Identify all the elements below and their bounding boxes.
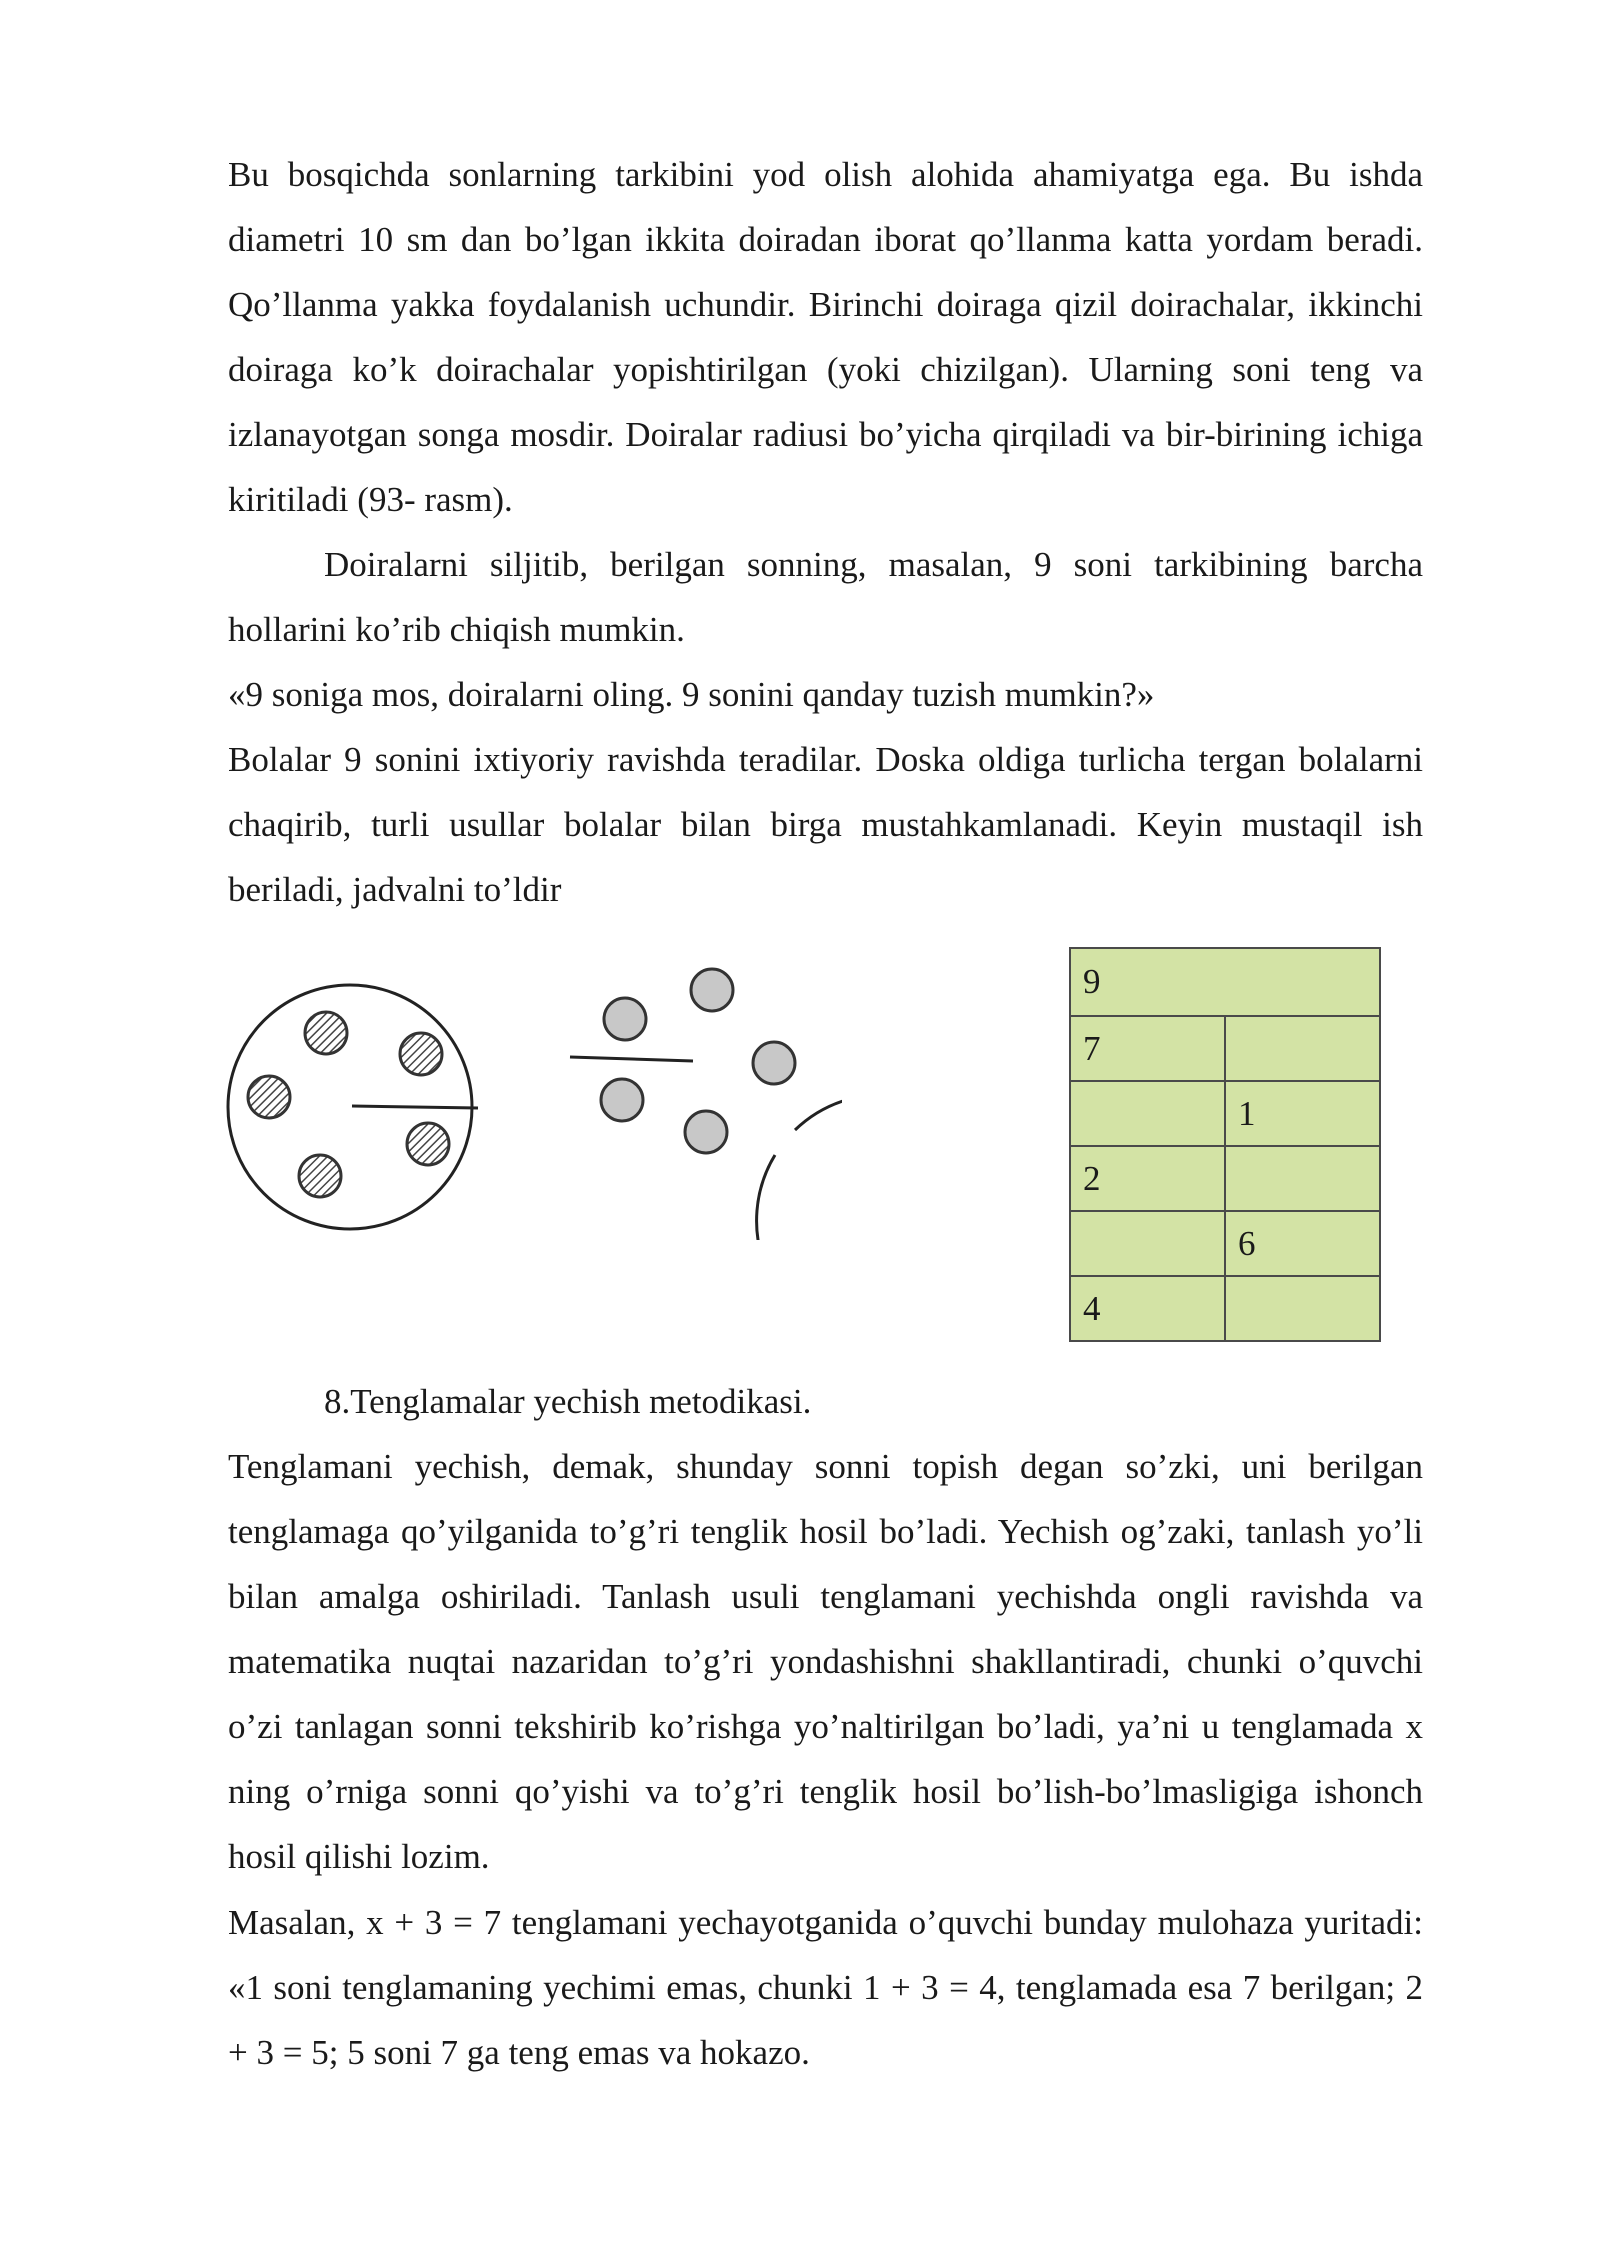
table-cell: 4: [1070, 1276, 1225, 1341]
plain-dot: [691, 969, 733, 1011]
table-cell: [1070, 1081, 1225, 1146]
table-cell: 9: [1070, 948, 1225, 1016]
hatched-dot: [299, 1155, 341, 1197]
table-cell: [1225, 1016, 1380, 1081]
table-row: [1070, 948, 1380, 1016]
hatched-dot: [305, 1012, 347, 1054]
table-row: [1070, 1146, 1380, 1211]
paragraph-equation-method: Tenglamani yechish, demak, shunday sonni topish degan so’zki, uni berilgan tenglamaga qo’yilganida to’g’ri tenglik hosil bo’ladi. Yechish og’zaki, tanlash yo’li bilan amalga oshiriladi. Tanlash usuli tenglamani yechishda ongli ravishda va matematika nuqtai nazaridan to’g’ri yondashishni shakllantiradi, chunki o’quvchi o’zi tanlagan sonni tekshirib ko’rishga yo’naltirilgan bo’ladi, ya’ni u tenglamada x ning o’rniga sonni qo’yishi va to’g’ri tenglik hosil bo’lish-bo’lmasligiga ishonch hosil qilishi lozim.: [228, 1447, 1423, 1876]
hatched-dot: [407, 1123, 449, 1165]
paragraph-question: «9 soniga mos, doiralarni oling. 9 sonini qanday tuzish mumkin?»: [228, 675, 1155, 714]
table-cell: 1: [1225, 1081, 1380, 1146]
table-cell: [1225, 948, 1380, 1016]
plain-dot: [601, 1079, 643, 1121]
plain-dot: [604, 998, 646, 1040]
paragraph-example: Masalan, x + 3 = 7 tenglamani yechayotganida o’quvchi bunday mulohaza yuritadi: «1 soni tenglamaning yechimi emas, chunki 1 + 3 = 4, tenglamada esa 7 berilgan; 2 + 3 = 5; 5 soni 7 ga teng emas va hokazo.: [228, 1903, 1423, 2072]
table-cell: [1070, 1211, 1225, 1276]
table-cell: 2: [1070, 1146, 1225, 1211]
paragraph-slide-circles: Doiralarni siljitib, berilgan sonning, masalan, 9 soni tarkibining barcha hollarini ko’rib chiqish mumkin.: [228, 545, 1423, 649]
plain-dot: [685, 1111, 727, 1153]
table-row: [1070, 1081, 1380, 1146]
table-row: [1070, 1016, 1380, 1081]
table-row: [1070, 1276, 1380, 1341]
hatched-dot: [400, 1033, 442, 1075]
section-heading: 8.Tenglamalar yechish metodikasi.: [324, 1382, 812, 1421]
left-circle-red-dots: [228, 985, 478, 1229]
table-cell: 6: [1225, 1211, 1380, 1276]
paragraph-children-task: Bolalar 9 sonini ixtiyoriy ravishda teradilar. Doska oldiga turlicha tergan bolalarni chaqirib, turli usullar bolalar bilan birga mustahkamlanadi. Keyin mustaqil ish beriladi, jadvalni to’ldir: [228, 740, 1423, 909]
two-circles-figure: [222, 930, 842, 1240]
right-circle-blue-dots: [570, 969, 842, 1240]
fill-in-table: [1069, 947, 1381, 1342]
table-cell: [1225, 1276, 1380, 1341]
hatched-dot: [248, 1076, 290, 1118]
table-cell: [1225, 1146, 1380, 1211]
table-row: [1070, 1211, 1380, 1276]
table-cell: 7: [1070, 1016, 1225, 1081]
paragraph-intro: Bu bosqichda sonlarning tarkibini yod olish alohida ahamiyatga ega. Bu ishda diametri 10 sm dan bo’lgan ikkita doiradan iborat qo’llanma katta yordam beradi. Qo’llanma yakka foydalanish uchundir. Birinchi doiraga qizil doirachalar, ikkinchi doiraga ko’k doirachalar yopishtirilgan (yoki chizilgan). Ularning soni teng va izlanayotgan songa mosdir. Doiralar radiusi bo’yicha qirqiladi va bir-birining ichiga kiritiladi (93- rasm).: [228, 155, 1423, 519]
plain-dot: [753, 1042, 795, 1084]
